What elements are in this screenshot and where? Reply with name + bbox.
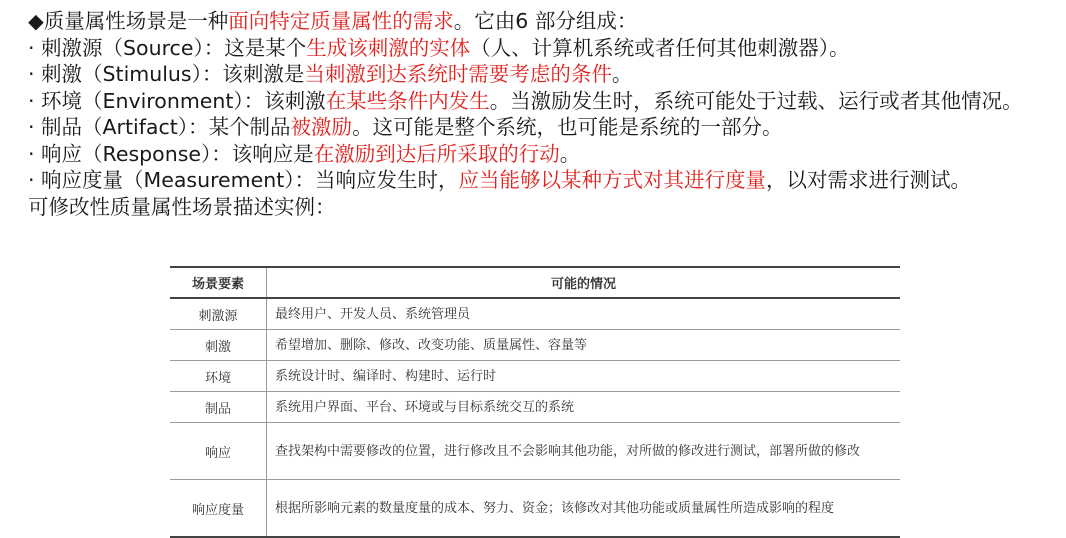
table-row [170, 298, 900, 330]
item-pre: 该刺激是 [222, 62, 305, 86]
row-element: 刺激源 [170, 298, 267, 330]
table-row [170, 330, 900, 361]
row-element: 响应 [170, 423, 267, 480]
table-row [170, 392, 900, 423]
item-label: · 刺激（Stimulus）： [28, 62, 223, 86]
intro-line [28, 8, 1058, 35]
item-label: · 刺激源（Source）： [28, 35, 225, 60]
item-post: 。当激励发生时，系统可能处于过载、运行或者其他情况。 [489, 88, 1023, 113]
item-pre: 该响应是 [231, 141, 314, 166]
intro-prefix: ◆质量属性场景是一种 [28, 9, 229, 33]
item-pre: 该刺激 [264, 88, 326, 113]
item-highlight: 当刺激到达系统时需要考虑的条件 [304, 62, 612, 86]
intro-highlight: 面向特定质量属性的需求 [228, 9, 454, 33]
row-element: 制品 [170, 392, 267, 423]
item-highlight: 在激励到达后所采取的行动 [313, 141, 560, 166]
item-highlight: 被激励 [290, 115, 353, 139]
row-cases: 希望增加、删除、修改、改变功能、质量属性、容量等 [267, 330, 901, 361]
item-label: · 响应（Response）： [28, 141, 232, 166]
table-row [170, 480, 900, 538]
row-element: 环境 [170, 361, 267, 392]
item-environment [28, 88, 1058, 115]
table-header-row [170, 267, 900, 298]
header-element: 场景要素 [170, 267, 267, 298]
item-source [28, 35, 1058, 62]
table-row [170, 423, 900, 480]
row-cases: 最终用户、开发人员、系统管理员 [267, 298, 901, 330]
item-post: 。 [559, 141, 581, 166]
row-element: 响应度量 [170, 480, 267, 538]
row-cases: 系统设计时、编译时、构建时、运行时 [267, 361, 901, 392]
item-highlight: 应当能够以某种方式对其进行度量 [458, 168, 767, 192]
item-post: ，以对需求进行测试。 [766, 168, 972, 192]
row-cases: 根据所影响元素的数量度量的成本、努力、资金；该修改对其他功能或质量属性所造成影响的程度 [267, 480, 901, 538]
item-post: 。 [611, 62, 633, 86]
table-row [170, 361, 900, 392]
example-heading: 可修改性质量属性场景描述实例： [28, 194, 336, 219]
item-pre: 这是某个 [224, 35, 307, 60]
item-measurement [28, 167, 1058, 194]
row-element: 刺激 [170, 330, 267, 361]
item-highlight: 在某些条件内发生 [325, 88, 490, 113]
scenario-table [170, 266, 900, 538]
item-highlight: 生成该刺激的实体 [306, 35, 471, 60]
item-label: · 环境（Environment）： [28, 88, 265, 113]
item-stimulus [28, 61, 1058, 88]
intro-suffix: 。它由6 部分组成： [453, 9, 638, 33]
item-label: · 制品（Artifact）： [28, 115, 209, 139]
item-pre: 当响应发生时， [315, 168, 459, 192]
item-pre: 某个制品 [208, 115, 291, 139]
header-possible-cases: 可能的情况 [267, 267, 901, 298]
row-cases: 系统用户界面、平台、环境或与目标系统交互的系统 [267, 392, 901, 423]
scenario-table-wrap [170, 266, 900, 538]
item-response [28, 141, 1058, 168]
row-cases: 查找架构中需要修改的位置，进行修改且不会影响其他功能，对所做的修改进行测试，部署所做的修改 [267, 423, 901, 480]
item-post: 。这可能是整个系统，也可能是系统的一部分。 [352, 115, 783, 139]
item-label: · 响应度量（Measurement）： [28, 168, 316, 192]
item-post: （人、计算机系统或者任何其他刺激器）。 [470, 35, 850, 60]
item-artifact [28, 114, 1058, 141]
content-text [28, 8, 1058, 220]
